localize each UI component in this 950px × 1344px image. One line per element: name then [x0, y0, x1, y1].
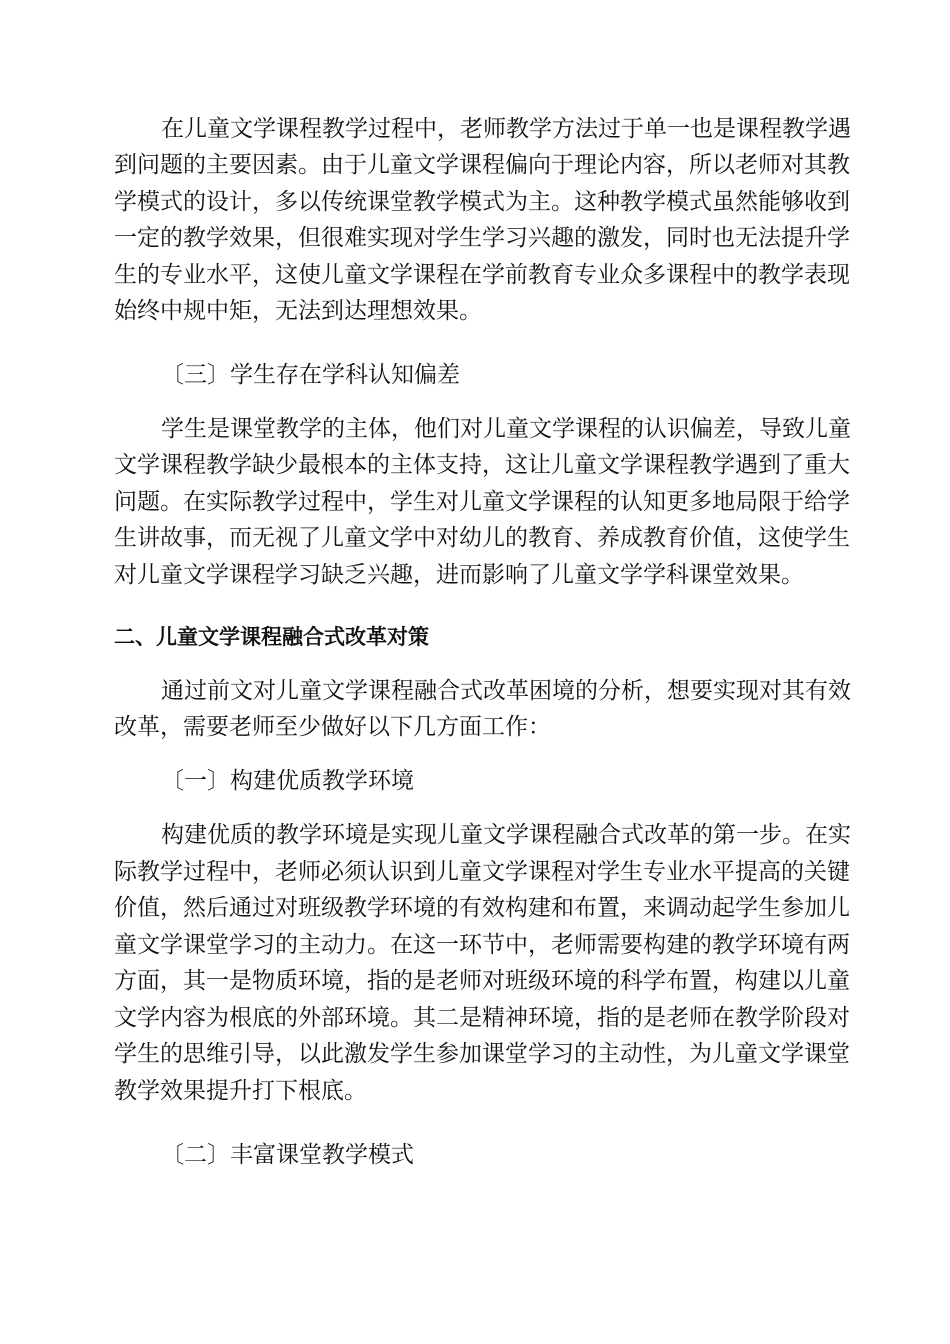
- paragraph-line: 一定的教学效果，但很难实现对学生学习兴趣的激发，同时也无法提升学: [114, 225, 850, 251]
- paragraph-line: 方面，其一是物质环境，指的是老师对班级环境的科学布置，构建以儿童: [114, 968, 850, 994]
- paragraph-line: 童文学课堂学习的主动力。在这一环节中，老师需要构建的教学环境有两: [114, 932, 850, 958]
- paragraph-line: 在儿童文学课程教学过程中，老师教学方法过于单一也是课程教学遇: [161, 116, 851, 142]
- paragraph-line: 始终中规中矩，无法到达理想效果。: [114, 298, 482, 324]
- paragraph-line: 生的专业水平，这使儿童文学课程在学前教育专业众多课程中的教学表现: [114, 262, 850, 288]
- paragraph-line: 通过前文对儿童文学课程融合式改革困境的分析，想要实现对其有效: [161, 678, 851, 704]
- subheading: 〔三〕学生存在学科认知偏差: [161, 362, 460, 388]
- paragraph-line: 学生是课堂教学的主体，他们对儿童文学课程的认识偏差，导致儿童: [161, 416, 851, 442]
- paragraph-line: 价值，然后通过对班级教学环境的有效构建和布置，来调动起学生参加儿: [114, 895, 850, 921]
- paragraph-line: 教学效果提升打下根底。: [114, 1078, 367, 1104]
- paragraph-line: 到问题的主要因素。由于儿童文学课程偏向于理论内容，所以老师对其教: [114, 152, 850, 178]
- paragraph-line: 构建优质的教学环境是实现儿童文学课程融合式改革的第一步。在实: [161, 822, 851, 848]
- paragraph-line: 对儿童文学课程学习缺乏兴趣，进而影响了儿童文学学科课堂效果。: [114, 562, 804, 588]
- paragraph-line: 文学内容为根底的外部环境。其二是精神环境，指的是老师在教学阶段对: [114, 1005, 850, 1031]
- paragraph-line: 生讲故事，而无视了儿童文学中对幼儿的教育、养成教育价值，这使学生: [114, 525, 850, 551]
- subheading: 〔一〕构建优质教学环境: [161, 768, 414, 794]
- paragraph-line: 改革，需要老师至少做好以下几方面工作：: [114, 714, 551, 740]
- paragraph-line: 际教学过程中，老师必须认识到儿童文学课程对学生专业水平提高的关键: [114, 859, 850, 885]
- paragraph-line: 文学课程教学缺少最根本的主体支持，这让儿童文学课程教学遇到了重大: [114, 452, 850, 478]
- paragraph-line: 学模式的设计，多以传统课堂教学模式为主。这种教学模式虽然能够收到: [114, 189, 850, 215]
- section-heading: 二、儿童文学课程融合式改革对策: [114, 625, 429, 649]
- subheading: 〔二〕丰富课堂教学模式: [161, 1142, 414, 1168]
- paragraph-line: 学生的思维引导，以此激发学生参加课堂学习的主动性，为儿童文学课堂: [114, 1041, 850, 1067]
- paragraph-line: 问题。在实际教学过程中，学生对儿童文学课程的认知更多地局限于给学: [114, 489, 850, 515]
